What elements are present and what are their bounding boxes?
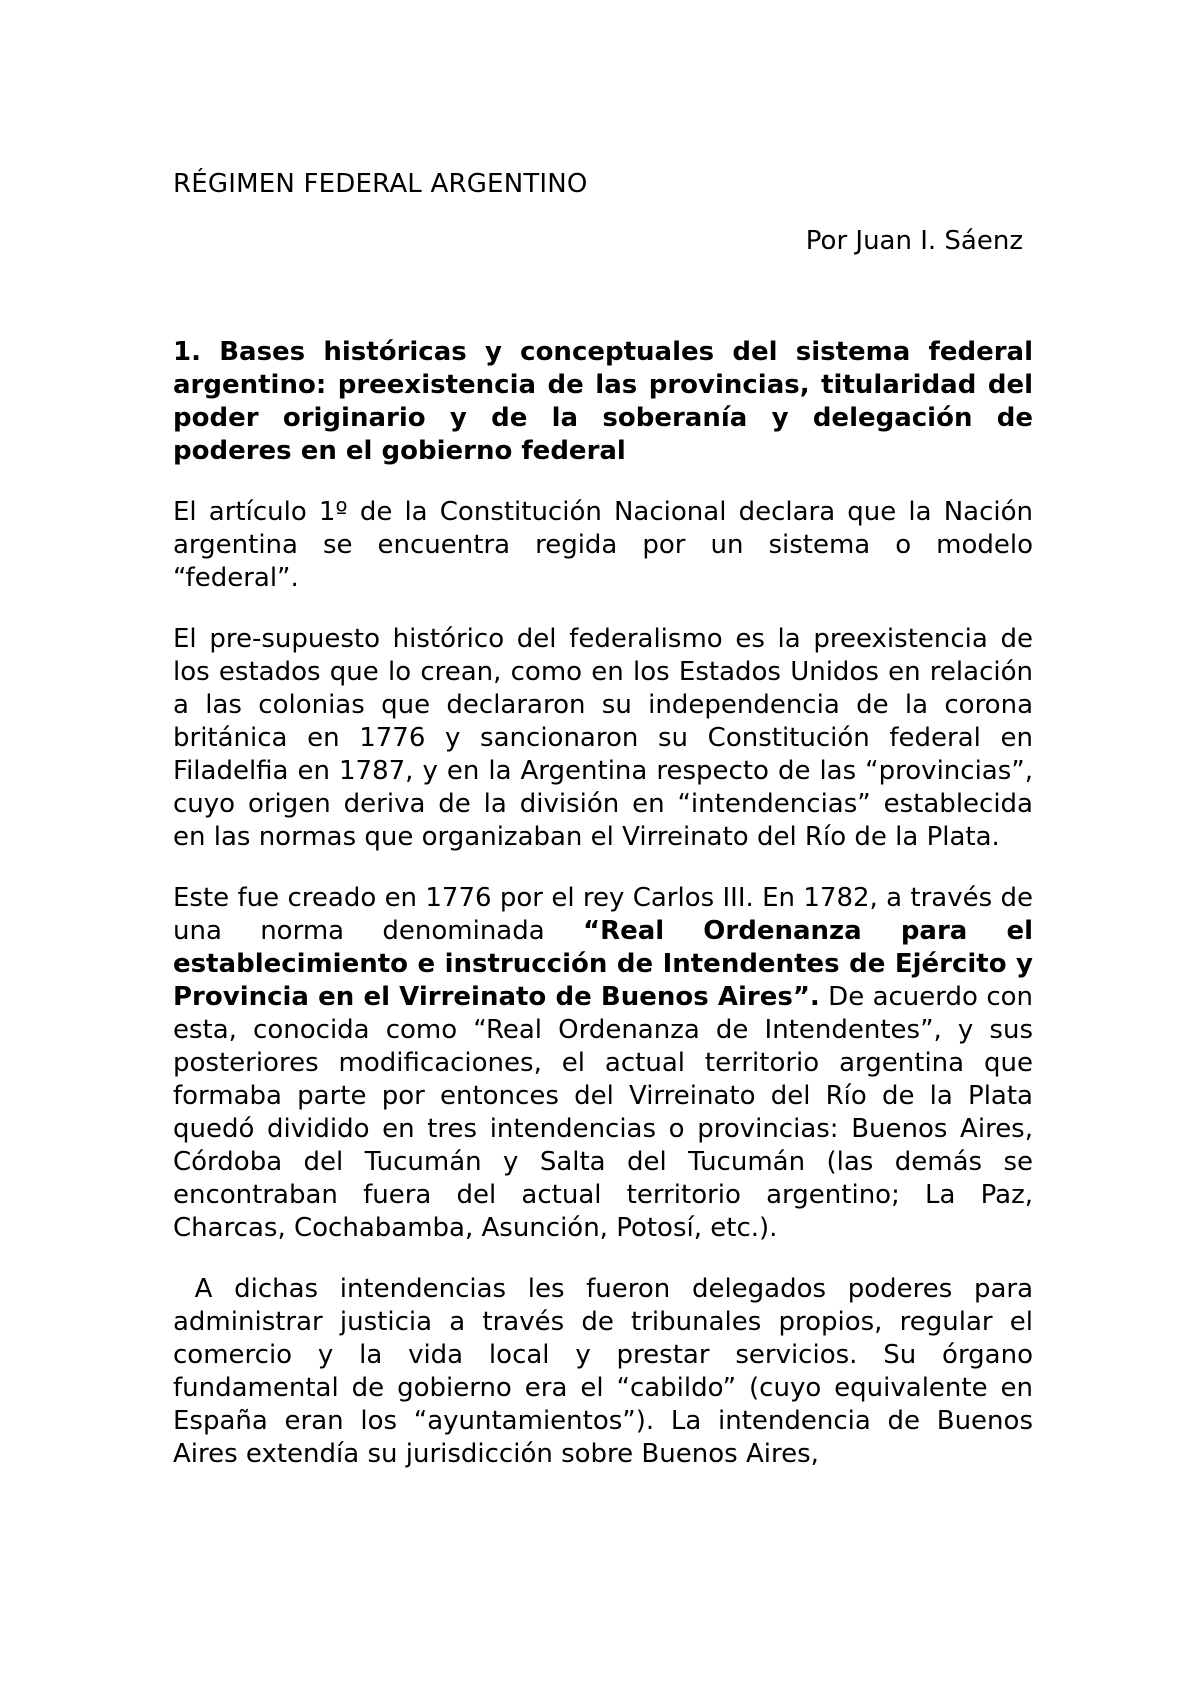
- document-title: RÉGIMEN FEDERAL ARGENTINO: [173, 169, 588, 199]
- author-line: Por Juan I. Sáenz: [805, 226, 1023, 256]
- document-page: [173, 168, 1042, 1471]
- paragraph-3: [173, 882, 1033, 1245]
- paragraph-4: A dichas intendencias les fueron delegados poderes para administrar justicia a través de tribunales propios, regular el comercio y la vida local y prestar servicios. Su órgano fundamental de gobierno era el “cabildo” (cuyo equivalente en España eran los “ayuntamientos”). La intendencia de Buenos Aires extendía su jurisdicción sobre Buenos Aires,: [173, 1274, 1042, 1469]
- paragraph-3-start: Este fue creado en 1776 por el rey Carlos III. En 1782, a través de una norma denominada: [173, 883, 1033, 946]
- paragraph-3-ordinance-title: “Real Ordenanza para el establecimiento e instrucción de Intendentes de Ejército y Provincia en el Virreinato de Buenos Aires”.: [173, 916, 1033, 1012]
- paragraph-3-end: De acuerdo con esta, conocida como “Real Ordenanza de Intendentes”, y sus posteriores modificaciones, el actual territorio argentina que formaba parte por entonces del Virreinato del Río de la Plata quedó dividido en tres intendencias o provincias: Buenos Aires, Córdoba del Tucumán y Salta del Tucumán (las demás se encontraban fuera del actual territorio argentino; La Paz, Charcas, Cochabamba, Asunción, Potosí, etc.).: [173, 982, 1033, 1243]
- paragraph-1: El artículo 1º de la Constitución Nacional declara que la Nación argentina se encuentra regida por un sistema o modelo “federal”.: [173, 497, 1033, 593]
- paragraph-2: El pre-supuesto histórico del federalismo es la preexistencia de los estados que lo crean, como en los Estados Unidos en relación a las colonias que declararon su independencia de la corona británica en 1776 y sancionaron su Constitución federal en Filadelfia en 1787, y en la Argentina respecto de las “provincias”, cuyo origen deriva de la división en “intendencias” establecida en las normas que organizaban el Virreinato del Río de la Plata.: [173, 624, 1033, 852]
- section-heading: 1. Bases históricas y conceptuales del sistema federal argentino: preexistencia de las provincias, titularidad del poder originario y de la soberanía y delegación de poderes en el gobierno federal: [173, 337, 1033, 466]
